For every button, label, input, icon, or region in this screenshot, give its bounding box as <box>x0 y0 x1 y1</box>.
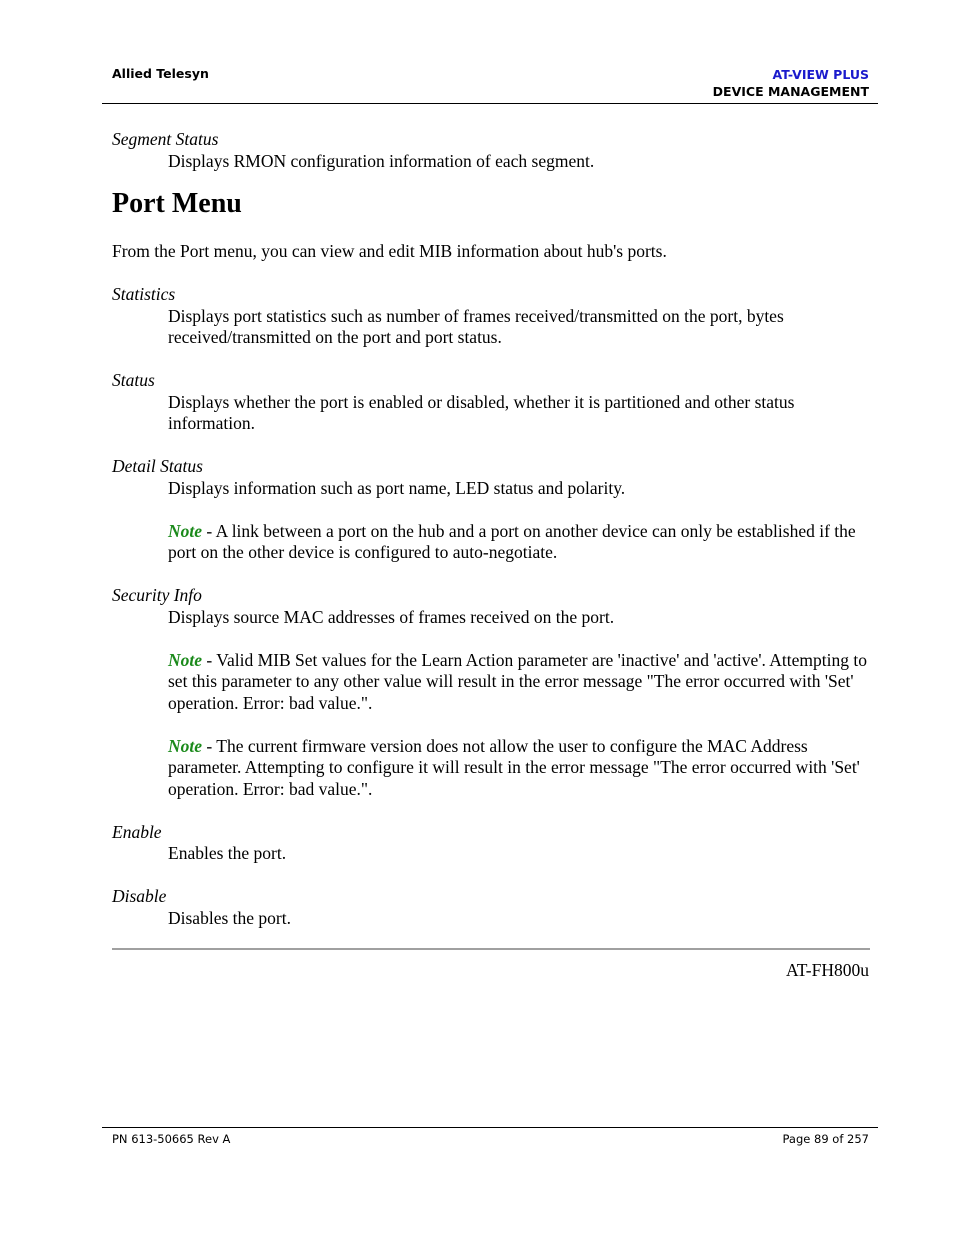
page-content <box>112 129 872 929</box>
note-label: Note <box>168 520 203 541</box>
note-text: - A link between a port on the hub and a port on another device can only be established if the port on the other device is configured to auto-negotiate. <box>168 520 856 562</box>
model-name: AT-FH800u <box>786 960 869 980</box>
note-label: Note <box>168 735 203 756</box>
desc-enable: Enables the port. <box>168 843 287 863</box>
footer-part-number: PN 613-50665 Rev A <box>112 1132 231 1146</box>
section-intro: From the Port menu, you can view and edit MIB information about hub's ports. <box>112 241 667 261</box>
desc-security-info: Displays source MAC addresses of frames received on the port. <box>168 606 615 627</box>
note-text: - The current firmware version does not allow the user to configure the MAC Address parameter. Attempting to configure it will result in the error message "The error occurred with 'Set' operation. Error: bad value.". <box>168 735 860 799</box>
footer-page-number: Page 89 of 257 <box>782 1132 869 1146</box>
term-security-info: Security Info <box>112 585 202 605</box>
desc-status: Displays whether the port is enabled or disabled, whether it is partitioned and other status information. <box>168 391 795 433</box>
note-label: Note <box>168 649 203 670</box>
section-title: Port Menu <box>112 188 242 219</box>
term-statistics: Statistics <box>112 284 176 304</box>
term-disable: Disable <box>112 886 167 906</box>
note-security-1 <box>168 650 872 715</box>
header-company: Allied Telesyn <box>112 66 209 81</box>
term-enable: Enable <box>112 821 162 842</box>
header-product: AT-VIEW PLUS <box>772 67 869 82</box>
term-status: Status <box>112 370 155 390</box>
desc-disable: Disables the port. <box>168 907 291 928</box>
note-security-2 <box>168 736 872 801</box>
footer-rule <box>102 1127 878 1128</box>
term-detail-status: Detail Status <box>112 456 203 476</box>
desc-segment-status: Displays RMON configuration information of each segment. <box>168 150 595 171</box>
header-rule <box>102 103 878 104</box>
content-bottom-rule <box>112 948 870 950</box>
header-right <box>713 66 869 100</box>
desc-detail-status: Displays information such as port name, LED status and polarity. <box>168 477 626 498</box>
desc-statistics: Displays port statistics such as number of frames received/transmitted on the port, bytes received/transmitted on the port and port status. <box>168 305 784 347</box>
note-detail-status <box>168 521 872 564</box>
note-text: - Valid MIB Set values for the Learn Action parameter are 'inactive' and 'active'. Attempting to set this parameter to any other value will result in the error message "The error occurred with 'Set' operation. Error: bad value.". <box>168 649 867 713</box>
header-section: DEVICE MANAGEMENT <box>712 84 869 99</box>
term-segment-status: Segment Status <box>112 129 219 149</box>
